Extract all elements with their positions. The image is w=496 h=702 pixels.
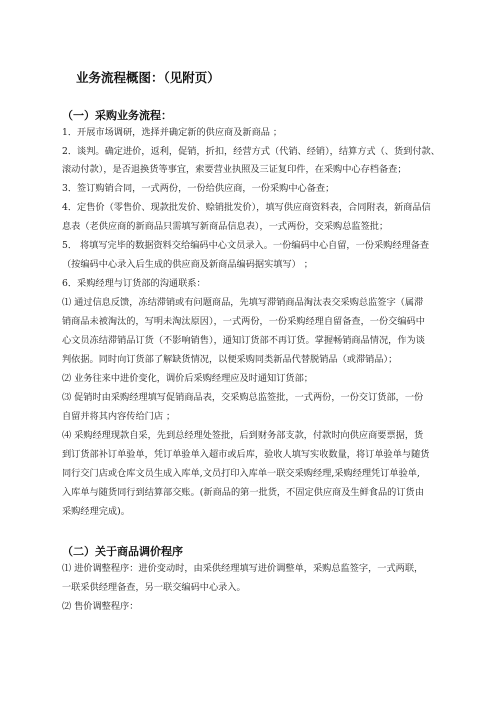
- text-line: 1．开展市场调研，选择并确定新的供应商及新商品 ；: [62, 127, 283, 138]
- text-line: 同行交门店或仓库文员生成入库单,文员打印入库单一联交采购经理,采购经理凭订单验单,: [62, 468, 420, 479]
- text-line: 滚动付款），是否退换货等事宜，索要营业执照及三证复印件，在采购中心存档备查；: [62, 164, 407, 175]
- page-title: 业务流程概图：（见附页）: [76, 70, 220, 85]
- text-line: 销商品未被淘汰的，写明未淘汰原因），一式两份，一份采购经理自留备查，一份交编码中: [62, 316, 425, 327]
- text-line: 到订货部补订单验单，凭订单验单入超市或后库，验收人填写实收数量，将订单验单与随货: [62, 449, 430, 460]
- text-line: 自留并将其内容传给门店 ；: [62, 411, 176, 422]
- section-heading-price-adjustment: （二）关于商品调价程序: [62, 545, 183, 558]
- text-line: 2．谈判。确定进价，返利，促销，折扣，经营方式（代销、经销），结算方式（、货到付款、: [62, 146, 440, 157]
- text-line: 判依据。同时向订货部了解缺货情况，以便采购同类新品代替脱销品（或滞销品）；: [62, 354, 398, 365]
- text-line: 采购经理完成)。: [62, 506, 130, 517]
- text-line: 5． 将填写完毕的数据资料交给编码中心文员录入。一份编码中心自留，一份采购经理备查: [62, 240, 430, 251]
- text-line: ⑶ 促销时由采购经理填写促销商品表，交采购总监签批，一式两份，一份交订货部，一份: [62, 392, 424, 403]
- text-line: ⑴ 进价调整程序：进价变动时，由采供经理填写进价调整单，采购总监签字，一式两联，: [62, 563, 424, 574]
- text-line: 一联采供经理备查，另一联交编码中心录入。: [62, 582, 246, 593]
- text-line: 息表（老供应商的新商品只需填写新商品信息表），一式两份，交采购总监签批；: [62, 221, 389, 232]
- text-line: 4．定售价（零售价、现款批发价、赊销批发价），填写供应商资料表，合同附表，新商品信: [62, 202, 431, 213]
- text-line: （按编码中心录入后生成的供应商及新商品编码据实填写） ；: [62, 259, 313, 270]
- text-line: 入库单与随货同行到结算部交账。(新商品的第一批货，不固定供应商及生鲜食品的订货由: [62, 487, 424, 498]
- text-line: ⑵ 业务往来中进价变化，调价后采购经理应及时通知订货部；: [62, 373, 313, 384]
- text-line: 6．采购经理与订货部的沟通联系：: [62, 278, 206, 289]
- text-line: ⑷ 采购经理现款自采，先到总经理处签批，后到财务部支款，付款时向供应商要票据，货: [62, 430, 424, 441]
- text-line: ⑴ 通过信息反馈，冻结滞销或有问题商品，先填写滞销商品淘汰表交采购总监签字（属滞: [62, 297, 424, 308]
- text-line: 3．签订购销合同，一式两份，一份给供应商，一份采购中心备查；: [62, 183, 335, 194]
- section-heading-purchasing: （一）采购业务流程：: [62, 109, 172, 122]
- text-line: ⑵ 售价调整程序：: [62, 601, 139, 612]
- text-line: 心文员冻结滞销品订货（不影响销售），通知订货部不再订货。掌握畅销商品情况，作为谈: [62, 335, 425, 346]
